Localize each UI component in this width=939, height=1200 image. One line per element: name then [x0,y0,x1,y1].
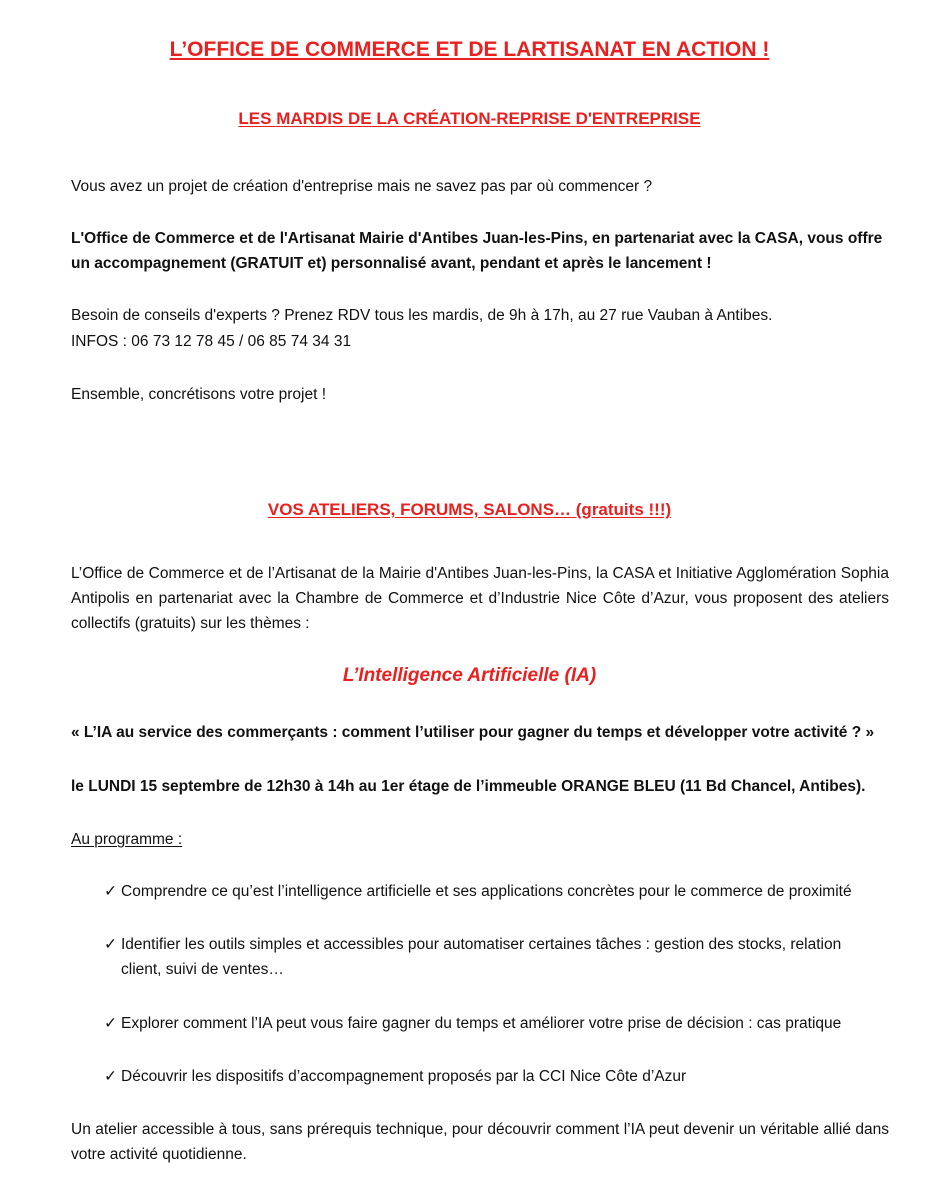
section-heading-ateliers: VOS ATELIERS, FORUMS, SALONS… (gratuits !!!) [267,500,672,519]
checkmark-icon: ✓ [104,883,117,900]
program-item-text-continued: client, suivi de ventes… [121,961,284,978]
program-item-text: Découvrir les dispositifs d’accompagnement proposés par la CCI Nice Côte d’Azur [121,1068,687,1085]
page-title: L’OFFICE DE COMMERCE ET DE LARTISANAT EN ACTION ! [169,38,770,61]
workshop-quote: « L’IA au service des commerçants : comment l’utiliser pour gagner du temps et développer votre activité ? » [71,724,875,741]
creation-closing-text: Ensemble, concrétisons votre projet ! [71,386,327,403]
creation-advice-text: Besoin de conseils d'experts ? Prenez RDV tous les mardis, de 9h à 17h, au 27 rue Vauban à Antibes. [71,307,773,324]
program-list-item [104,879,904,904]
checkmark-icon: ✓ [104,1068,117,1085]
program-list-item [104,932,904,982]
workshop-theme-title: L’Intelligence Artificielle (IA) [342,665,597,686]
program-list-item [104,1011,904,1036]
workshop-outro-text: Un atelier accessible à tous, sans prérequis technique, pour découvrir comment l’IA peut devenir un véritable allié dans votre activité quotidienne. [71,1121,889,1163]
program-label: Au programme : [71,831,183,848]
creation-offer-text: L'Office de Commerce et de l'Artisanat Mairie d'Antibes Juan-les-Pins, en partenariat avec la CASA, vous offre un accompagnement (GRATUIT et) personnalisé avant, pendant et après le lancement ! [71,230,883,272]
checkmark-icon: ✓ [104,936,117,953]
checkmark-icon: ✓ [104,1015,117,1032]
program-list-item [104,1064,904,1089]
ateliers-intro-text: L’Office de Commerce et de l’Artisanat de la Mairie d'Antibes Juan-les-Pins, la CASA et Initiative Agglomération Sophia Antipolis en partenariat avec la Chambre de Commerce et d’Industrie Nice Côte d’Azur, vous proposent des ateliers collectifs (gratuits) sur les thèmes : [71,565,889,632]
program-item-text: Explorer comment l’IA peut vous faire gagner du temps et améliorer votre prise de décision : cas pratique [121,1015,842,1032]
program-item-text: Identifier les outils simples et accessibles pour automatiser certaines tâches : gestion des stocks, relation [121,936,842,953]
section-heading-creation: LES MARDIS DE LA CRÉATION-REPRISE D'ENTREPRISE [238,109,701,128]
program-item-text: Comprendre ce qu’est l’intelligence artificielle et ses applications concrètes pour le commerce de proximité [121,883,852,900]
creation-intro-text: Vous avez un projet de création d'entreprise mais ne savez pas par où commencer ? [71,178,653,195]
contact-phone-numbers: INFOS : 06 73 12 78 45 / 06 85 74 34 31 [71,333,352,350]
workshop-date-location: le LUNDI 15 septembre de 12h30 à 14h au 1er étage de l’immeuble ORANGE BLEU (11 Bd Chancel, Antibes). [71,778,866,795]
